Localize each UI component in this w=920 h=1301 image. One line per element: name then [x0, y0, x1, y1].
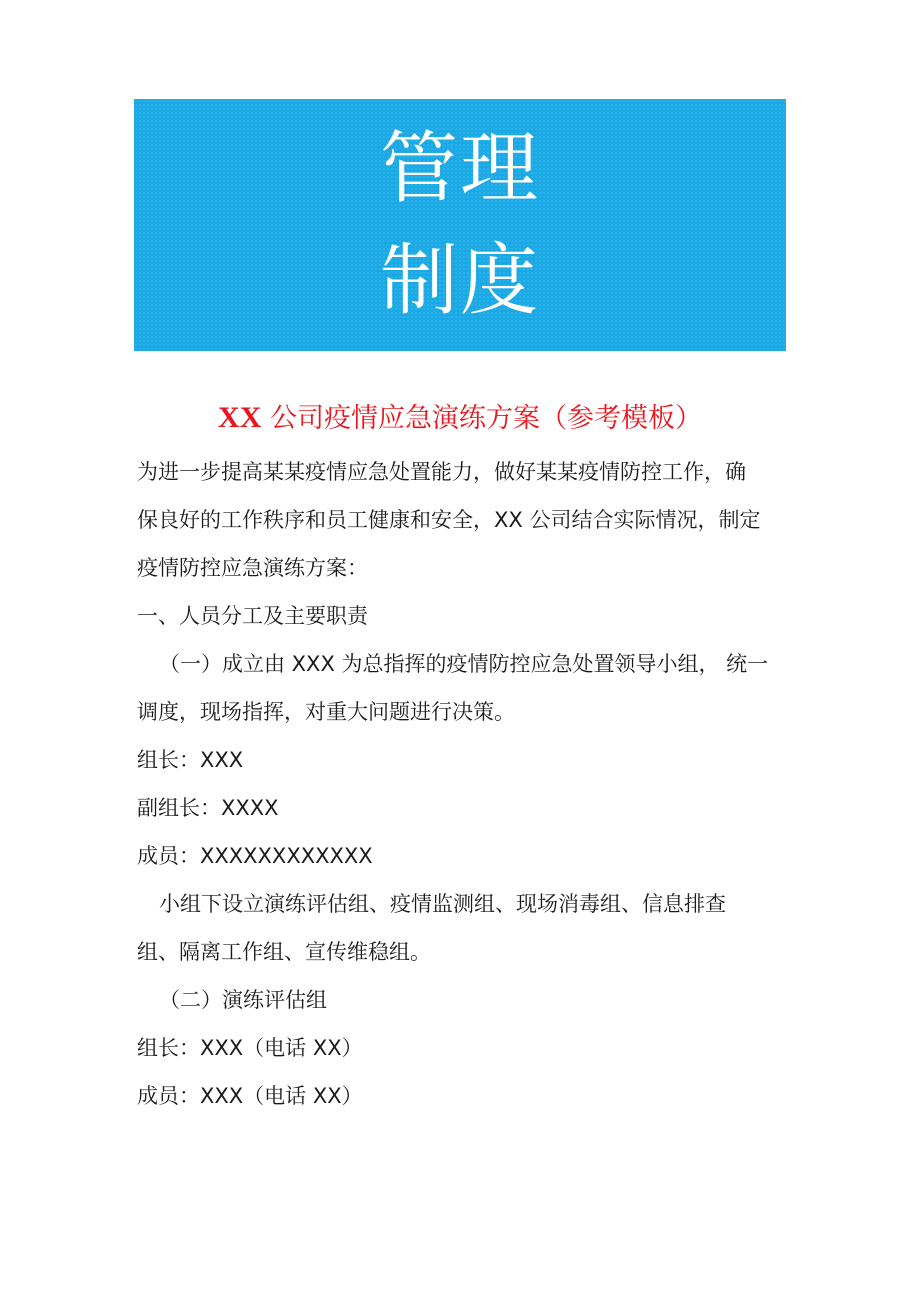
intro-line-2: 保良好的工作秩序和员工健康和安全，XX 公司结合实际情况，制定 [137, 508, 761, 532]
item-2-heading: （二）演练评估组 [159, 988, 327, 1012]
banner-line-2: 制度 [379, 236, 540, 326]
deputy-leader-line: 副组长：XXXX [137, 796, 279, 820]
title-banner [134, 99, 786, 351]
intro-line-1: 为进一步提高某某疫情应急处置能力，做好某某疫情防控工作，确 [137, 460, 746, 484]
subgroups-line-1: 小组下设立演练评估组、疫情监测组、现场消毒组、信息排查 [159, 892, 726, 916]
item-1-line-2: 调度，现场指挥，对重大问题进行决策。 [137, 700, 515, 724]
document-body [137, 448, 787, 1120]
subgroups-line-2: 组、隔离工作组、宣传维稳组。 [137, 940, 431, 964]
item-2-leader-line: 组长：XXX（电话 XX） [137, 1036, 363, 1060]
document-title [134, 398, 786, 439]
intro-line-3: 疫情防控应急演练方案： [137, 556, 368, 580]
item-2-members-line: 成员：XXX（电话 XX） [137, 1084, 363, 1108]
document-title-prefix: XX [218, 401, 262, 434]
banner-line-1: 管理 [379, 124, 540, 214]
section-1-heading: 一、人员分工及主要职责 [137, 604, 368, 628]
leader-line: 组长：XXX [137, 748, 244, 772]
members-line: 成员：XXXXXXXXXXXX [137, 844, 373, 868]
document-title-text: 公司疫情应急演练方案（参考模板） [269, 403, 702, 434]
item-1-line-1: （一）成立由 XXX 为总指挥的疫情防控应急处置领导小组， 统一 [159, 652, 769, 676]
